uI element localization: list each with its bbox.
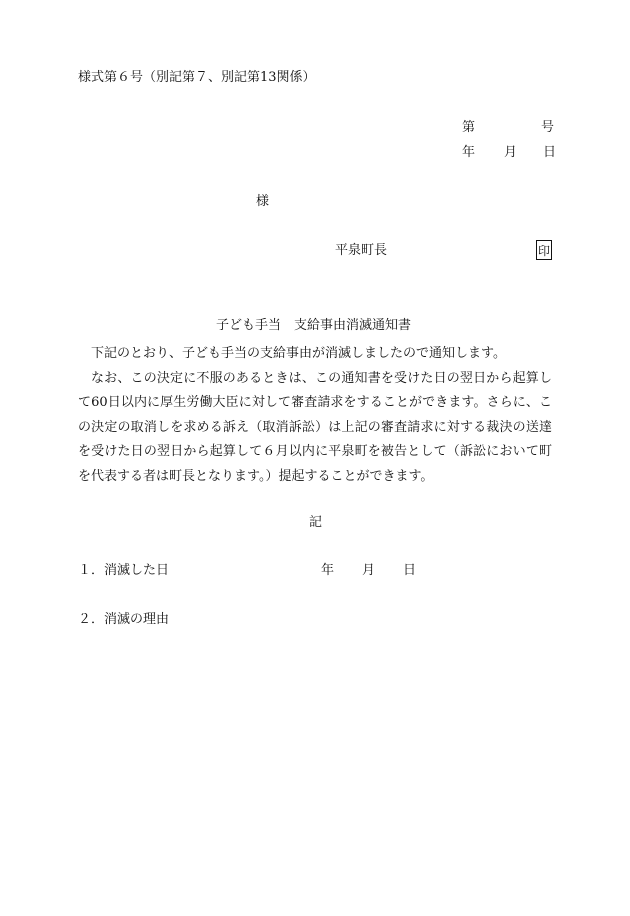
item-extinction-reason-label: ２．消滅の理由 (78, 612, 170, 627)
item-extinction-date-label: １．消滅した日 (78, 563, 170, 578)
issuer-name: 平泉町長 (335, 243, 388, 258)
ki-heading: 記 (309, 515, 323, 530)
date-year-label: 年 (462, 145, 476, 160)
item-extinction-day-label: 日 (403, 563, 417, 578)
body-text (78, 342, 552, 489)
body-paragraph-appeal: なお、この決定に不服のあるときは、この通知書を受けた日の翌日から起算して60日以内に厚生労働大臣に対して審査請求をすることができます。さらに、この決定の取消しを求める訴え（取消訴訟）は上記の審査請求に対する裁決の送達を受けた日の翌日から起算して６月以内に平泉町を被告として（訴訟において町を代表する者は町長となります。）提起することができます。 (78, 370, 552, 484)
doc-number-suffix: 号 (541, 120, 555, 135)
recipient-honorific: 様 (256, 194, 270, 209)
date-month-label: 月 (504, 145, 518, 160)
item-extinction-month-label: 月 (362, 563, 376, 578)
item-extinction-year-label: 年 (321, 563, 335, 578)
form-number: 様式第６号（別記第７、別記第13関係） (78, 70, 316, 85)
date-day-label: 日 (543, 145, 557, 160)
seal-mark: 印 (536, 240, 552, 260)
doc-number-prefix: 第 (462, 120, 476, 135)
document-title: 子ども手当 支給事由消滅通知書 (216, 318, 412, 333)
body-paragraph-notice: 下記のとおり、子ども手当の支給事由が消滅しましたので通知します。 (91, 346, 506, 361)
